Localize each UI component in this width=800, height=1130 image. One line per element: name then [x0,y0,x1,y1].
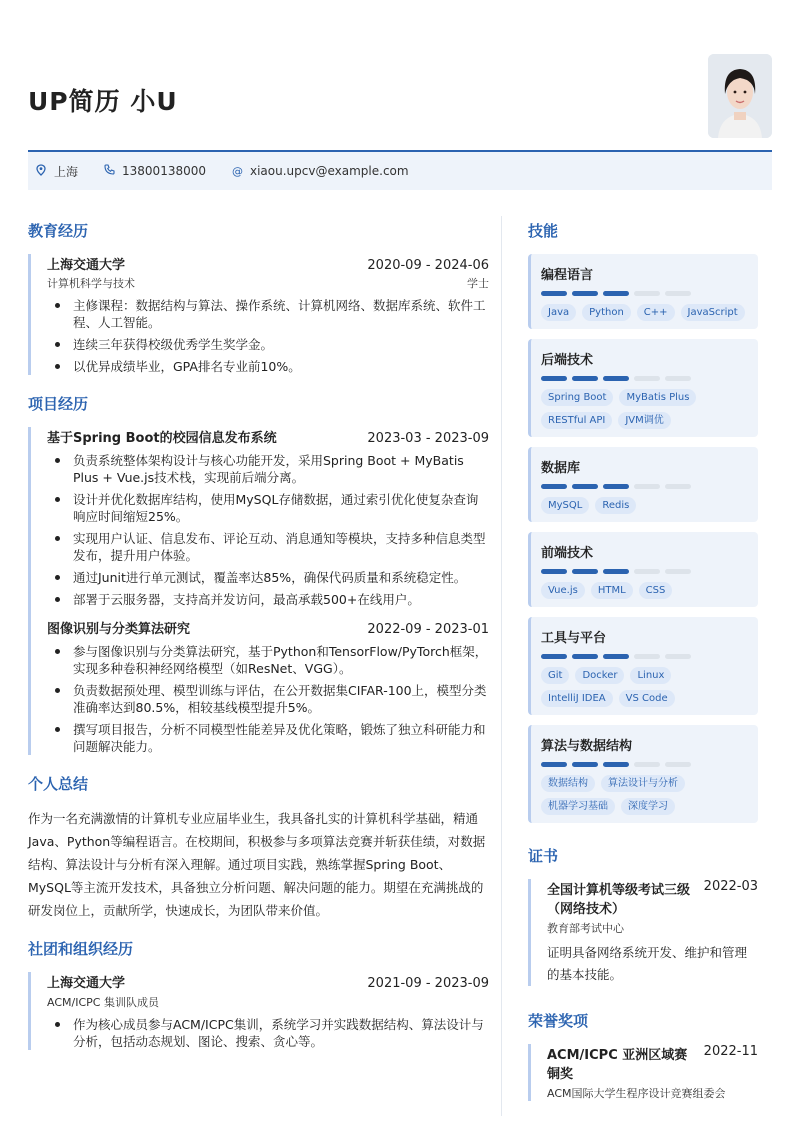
org-name: 上海交通大学 [47,976,126,991]
skill-card [528,532,758,607]
skill-level-segment [634,762,660,767]
location-pin-icon [36,164,46,179]
cert-issuer: 教育部考试中心 [547,922,624,935]
skill-tag: Docker [575,667,624,684]
skill-level-segment [541,291,567,296]
skill-level-segment [541,569,567,574]
skill-tag: JVM调优 [618,412,670,429]
contact-email [232,164,409,178]
project-title: 基于Spring Boot的校园信息发布系统 [47,431,277,446]
list-item: 连续三年获得校级优秀学生奖学金。 [47,336,489,353]
skill-tag: RESTful API [541,412,612,429]
skill-level-segment [634,484,660,489]
skill-tag: Java [541,304,576,321]
club-role: ACM/ICPC 集训队成员 [47,996,159,1009]
contact-bar [28,152,772,190]
skill-card [528,725,758,823]
section-title-summary: 个人总结 [28,775,89,793]
phone-text: 13800138000 [122,164,206,178]
skill-tags [541,582,748,599]
skill-tags [541,775,748,815]
skill-name: 工具与平台 [541,631,607,646]
skill-level-segment [665,291,691,296]
skill-tag: Linux [630,667,671,684]
education-bullets [47,297,489,375]
skill-tags [541,389,748,429]
project-title: 图像识别与分类算法研究 [47,622,191,637]
skill-level-segment [603,654,629,659]
skill-level-bar [541,654,748,659]
award-name: ACM/ICPC 亚洲区域赛 铜奖 [547,1048,688,1082]
club-bullets [47,1016,489,1050]
skill-card [528,617,758,715]
main-column [28,210,501,1116]
list-item: 通过Junit进行单元测试，覆盖率达85%，确保代码质量和系统稳定性。 [47,569,489,586]
skill-level-segment [603,569,629,574]
skill-tag: Redis [595,497,636,514]
skill-level-bar [541,376,748,381]
skill-tag: 机器学习基础 [541,798,615,815]
skill-name: 后端技术 [541,353,594,368]
cert-name: 全国计算机等级考试三级（网络技术） [547,883,691,917]
section-title-certs: 证书 [528,847,559,865]
skill-level-segment [665,569,691,574]
skill-level-segment [572,484,598,489]
skill-tags [541,304,748,321]
school-name: 上海交通大学 [47,258,126,273]
degree: 学士 [467,277,489,290]
skill-tags [541,497,748,514]
skill-tag: C++ [637,304,675,321]
list-item: 实现用户认证、信息发布、评论互动、消息通知等模块，支持多种信息类型发布，提升用户体验。 [47,530,489,564]
skill-tag: Git [541,667,569,684]
cert-entry [528,879,758,986]
at-sign-icon: @ [232,164,243,178]
skill-tag: 算法设计与分析 [601,775,685,792]
skill-level-bar [541,569,748,574]
skill-tag: Spring Boot [541,389,613,406]
education-entry [28,254,489,375]
skill-level-segment [572,376,598,381]
skill-level-segment [603,291,629,296]
skill-level-segment [634,569,660,574]
education-date: 2020-09 - 2024-06 [367,258,489,273]
cert-date: 2022-03 [703,879,758,894]
award-entry [528,1044,758,1101]
skill-level-segment [541,762,567,767]
contact-city [36,163,78,180]
summary-text: 作为一名充满激情的计算机专业应届毕业生，我具备扎实的计算机科学基础，精通Java、Python等编程语言。在校期间，积极参与多项算法竞赛并斩获佳绩，对数据结构、算法设计与分析有深入理解。通过项目实践，熟练掌握Spring Boot、MySQL等主流开发技术，具备独立分析问题、解决问题的能力。期望在充满挑战的研发岗位上，贡献所学，快速成长，为团队带来价值。 [28,811,486,918]
skill-name: 前端技术 [541,546,594,561]
skill-level-segment [541,376,567,381]
skill-level-segment [634,376,660,381]
skill-level-bar [541,291,748,296]
skill-level-bar [541,762,748,767]
list-item: 参与图像识别与分类算法研究，基于Python和TensorFlow/PyTorch框架，实现多种卷积神经网络模型（如ResNet、VGG）。 [47,643,489,677]
skill-level-segment [634,291,660,296]
project-date: 2023-03 - 2023-09 [367,431,489,446]
city-text: 上海 [54,164,79,179]
list-item: 撰写项目报告，分析不同模型性能差异及优化策略，锻炼了独立科研能力和问题解决能力。 [47,721,489,755]
skill-tag: Vue.js [541,582,585,599]
skill-level-segment [603,484,629,489]
resume-header [28,0,772,152]
skill-tag: 数据结构 [541,775,595,792]
skill-level-segment [665,654,691,659]
skill-level-segment [541,654,567,659]
section-title-education: 教育经历 [28,222,89,240]
list-item: 负责系统整体架构设计与核心功能开发，采用Spring Boot + MyBatis Plus + Vue.js技术栈，实现前后端分离。 [47,452,489,486]
skill-card [528,447,758,522]
skill-level-segment [665,762,691,767]
skill-tag: VS Code [619,690,675,707]
skill-tag: HTML [591,582,633,599]
club-entry [28,972,489,1050]
skills-list [528,254,758,823]
list-item: 以优异成绩毕业，GPA排名专业前10%。 [47,358,489,375]
award-date: 2022-11 [703,1044,758,1059]
skill-level-segment [572,291,598,296]
side-column [528,210,758,1116]
club-date: 2021-09 - 2023-09 [367,976,489,991]
column-divider [501,216,502,1116]
section-title-awards: 荣誉奖项 [528,1012,589,1030]
skill-card [528,339,758,437]
avatar [708,54,772,138]
candidate-name: UP简历 小U [28,87,178,116]
skill-level-bar [541,484,748,489]
skill-level-segment [603,376,629,381]
project-date: 2022-09 - 2023-01 [367,622,489,637]
projects-entry [28,427,489,755]
skill-tag: MyBatis Plus [619,389,696,406]
section-title-clubs: 社团和组织经历 [28,940,134,958]
skill-level-segment [665,376,691,381]
skill-level-segment [603,762,629,767]
list-item: 主修课程：数据结构与算法、操作系统、计算机网络、数据库系统、软件工程、人工智能。 [47,297,489,331]
project-bullets [47,643,489,755]
cert-description: 证明具备网络系统开发、维护和管理的基本技能。 [547,945,748,982]
skill-tag: Python [582,304,631,321]
skill-tag: JavaScript [681,304,745,321]
skill-name: 编程语言 [541,268,594,283]
section-title-skills: 技能 [528,222,559,240]
skill-level-segment [572,654,598,659]
skill-card [528,254,758,329]
list-item: 作为核心成员参与ACM/ICPC集训，系统学习并实践数据结构、算法设计与分析，包括动态规划、图论、搜索、贪心等。 [47,1016,489,1050]
list-item: 部署于云服务器，支持高并发访问，最高承载500+在线用户。 [47,591,489,608]
contact-phone [104,164,206,178]
skill-level-segment [541,484,567,489]
skill-tag: IntelliJ IDEA [541,690,613,707]
project-bullets [47,452,489,608]
award-issuer: ACM国际大学生程序设计竞赛组委会 [547,1087,726,1100]
phone-icon [104,164,114,178]
skill-name: 算法与数据结构 [541,739,633,754]
skill-level-segment [634,654,660,659]
skill-level-segment [665,484,691,489]
major: 计算机科学与技术 [47,277,135,290]
list-item: 设计并优化数据库结构，使用MySQL存储数据，通过索引优化使复杂查询响应时间缩短25%。 [47,491,489,525]
skill-tag: MySQL [541,497,589,514]
skill-name: 数据库 [541,461,581,476]
list-item: 负责数据预处理、模型训练与评估，在公开数据集CIFAR-100上，模型分类准确率达到80.5%，相较基线模型提升5%。 [47,682,489,716]
skill-tags [541,667,748,707]
skill-tag: CSS [639,582,673,599]
skill-level-segment [572,762,598,767]
section-title-projects: 项目经历 [28,395,89,413]
skill-tag: 深度学习 [621,798,675,815]
email-text: xiaou.upcv@example.com [250,164,409,178]
skill-level-segment [572,569,598,574]
